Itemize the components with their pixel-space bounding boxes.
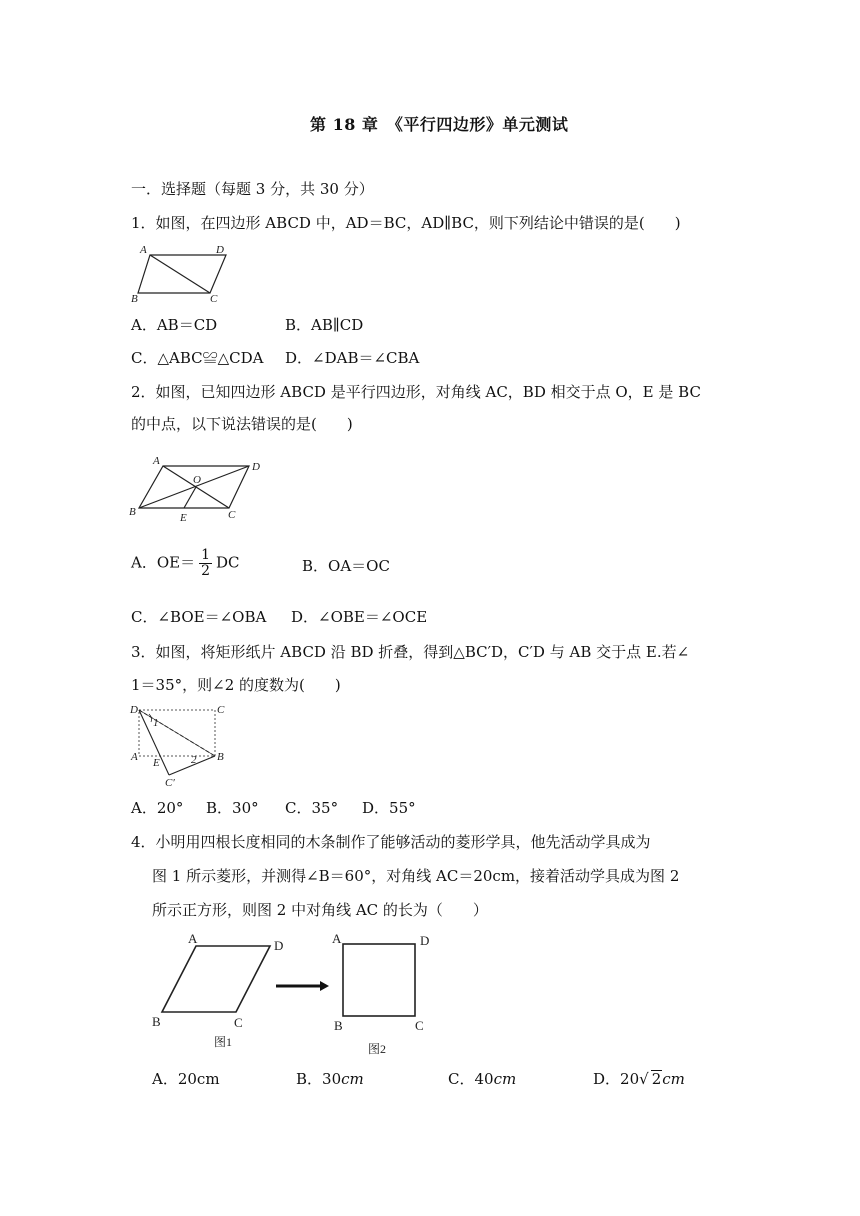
q2-label-b: B <box>129 506 136 518</box>
q4-fig2-label-b: B <box>334 1018 343 1033</box>
q4-fig2-caption: 图2 <box>368 1042 387 1056</box>
q2-label-o: O <box>193 474 201 486</box>
q1-option-a: A．AB＝CD <box>131 316 218 334</box>
q4-fig2-label-a: A <box>332 931 342 946</box>
q4-fig1-label-a: A <box>188 931 198 946</box>
q1-option-c: C．△ABC≌△CDA <box>131 349 264 367</box>
q2-label-d: D <box>252 461 260 473</box>
q3-label-2: 2 <box>191 754 197 766</box>
q3-label-a: A <box>131 751 138 763</box>
q1-stem: 1．如图，在四边形 ABCD 中，AD＝BC，AD∥BC，则下列结论中错误的是( ) <box>131 214 681 232</box>
q3-label-e: E <box>153 757 160 769</box>
q1-label-d: D <box>216 244 224 256</box>
q2-label-c: C <box>228 509 236 521</box>
q4-stem-line2: 图 1 所示菱形，并测得∠B＝60°，对角线 AC＝20cm，接着活动学具成为图 2 <box>152 867 680 885</box>
q3-option-a: A．20° <box>131 799 184 817</box>
q4-stem-line1: 4．小明用四根长度相同的木条制作了能够活动的菱形学具，他先活动学具成为 <box>131 833 651 851</box>
q1-label-b: B <box>131 293 138 305</box>
q2-stem-line2: 的中点，以下说法错误的是( ) <box>131 415 353 433</box>
q1-option-b: B．AB∥CD <box>285 316 364 334</box>
q4-fig1-label-c: C <box>234 1015 243 1030</box>
q4-option-d: D．20√ 2cm <box>593 1070 685 1088</box>
q4-stem-line3: 所示正方形，则图 2 中对角线 AC 的长为（ ） <box>152 901 488 919</box>
q3-figure <box>127 700 232 790</box>
q3-stem-line2: 1＝35°，则∠2 的度数为( ) <box>131 676 341 694</box>
q4-fig1-caption: 图1 <box>214 1035 233 1049</box>
q2-option-a: A．OE＝ $\frac{1}{2}$ DC <box>131 547 240 579</box>
sqrt-icon: √ <box>639 1070 649 1088</box>
q4-fig2-label-d: D <box>420 933 430 948</box>
q3-label-b: B <box>217 751 224 763</box>
q2-label-e: E <box>180 512 187 524</box>
q1-option-d: D．∠DAB＝∠CBA <box>285 349 420 367</box>
section-heading: 一．选择题（每题 3 分，共 30 分） <box>131 180 374 198</box>
q2-figure <box>125 452 265 528</box>
q4-option-c: C．40cm <box>448 1070 517 1088</box>
q3-option-d: D．55° <box>362 799 416 817</box>
q1-label-a: A <box>140 244 147 256</box>
page-title: 第 18 章 《平行四边形》单元测试 <box>310 115 569 134</box>
q3-label-c: C <box>217 704 225 716</box>
q2-option-b: B．OA＝OC <box>302 557 390 575</box>
q2-stem-line1: 2．如图，已知四边形 ABCD 是平行四边形，对角线 AC，BD 相交于点 O，E 是 BC <box>131 383 701 401</box>
q2-option-c: C．∠BOE＝∠OBA <box>131 608 267 626</box>
q3-option-c: C．35° <box>285 799 339 817</box>
q4-option-b: B．30cm <box>296 1070 364 1088</box>
q2-option-d: D．∠OBE＝∠OCE <box>291 608 428 626</box>
q3-option-b: B．30° <box>206 799 259 817</box>
q1-label-c: C <box>210 293 218 305</box>
q3-label-d: D <box>130 704 138 716</box>
q4-fig1-label-d: D <box>274 938 284 953</box>
q1-figure <box>128 240 256 306</box>
q4-fig1-label-b: B <box>152 1014 161 1029</box>
q3-label-c-prime: C′ <box>165 777 175 789</box>
q3-label-1: 1 <box>153 717 159 729</box>
q2-label-a: A <box>153 455 160 467</box>
fraction: $\frac{1}{2}$ <box>201 547 211 579</box>
q3-stem-line1: 3．如图，将矩形纸片 ABCD 沿 BD 折叠，得到△BC′D，C′D 与 AB 交于点 E.若∠ <box>131 643 690 661</box>
q4-fig2-label-c: C <box>415 1018 424 1033</box>
q4-figure <box>148 930 448 1060</box>
q4-option-a: A．20cm <box>152 1070 220 1088</box>
